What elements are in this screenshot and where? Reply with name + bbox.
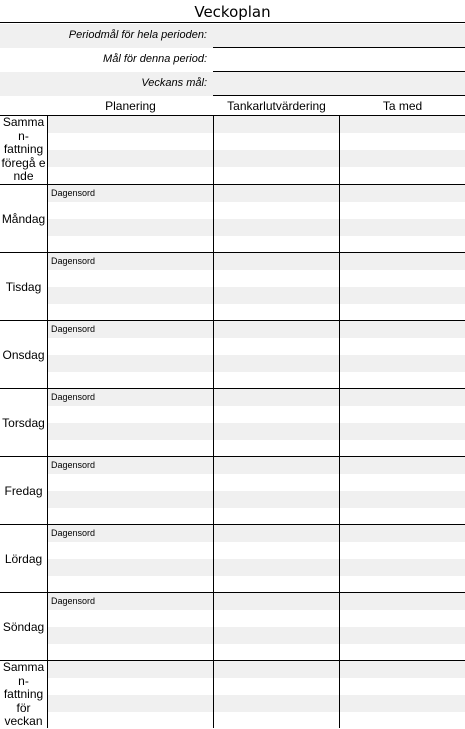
monday-label: Måndag [1,211,46,226]
day-word-label: Dagensord [51,256,96,266]
day-word-label: Dagensord [51,392,96,402]
period-goal-label: Periodmål för hela perioden: [68,29,207,41]
week-goal-label: Veckans mål: [141,77,207,89]
saturday-row [0,525,465,593]
column-header-take-along: Ta med [382,99,423,113]
sunday-row [0,593,465,661]
summary-previous-label: Samma n- fattning föregå e nde [1,115,46,183]
summary-previous-row [0,116,465,184]
column-divider [213,115,214,728]
summary-week-row [0,661,465,729]
friday-label: Fredag [4,483,43,498]
wednesday-row [0,321,465,389]
thursday-label: Torsdag [2,415,45,430]
page-title: Veckoplan [194,3,271,21]
saturday-label: Lördag [4,551,43,566]
summary-week-label: Samma n- fattning för veckan [2,660,45,728]
week-goal-input[interactable] [213,72,465,96]
column-divider [339,115,340,728]
title-divider [0,22,465,23]
current-goal-input[interactable] [213,48,465,72]
tuesday-label: Tisdag [5,279,42,294]
period-goal-row [0,24,465,48]
day-word-label: Dagensord [51,596,96,606]
friday-row [0,457,465,525]
day-word-label: Dagensord [51,324,96,334]
wednesday-label: Onsdag [2,347,45,362]
column-header-planning: Planering [105,99,156,113]
current-goal-label: Mål för denna period: [103,53,207,65]
day-word-label: Dagensord [51,460,96,470]
column-divider [47,115,48,728]
period-goal-input[interactable] [213,24,465,48]
week-goal-row [0,72,465,96]
current-goal-row [0,48,465,72]
monday-row [0,185,465,253]
sunday-label: Söndag [2,619,45,634]
column-header-evaluation: Tankarlutvärdering [227,99,326,113]
tuesday-row [0,253,465,321]
day-word-label: Dagensord [51,528,96,538]
thursday-row [0,389,465,457]
day-word-label: Dagensord [51,188,96,198]
